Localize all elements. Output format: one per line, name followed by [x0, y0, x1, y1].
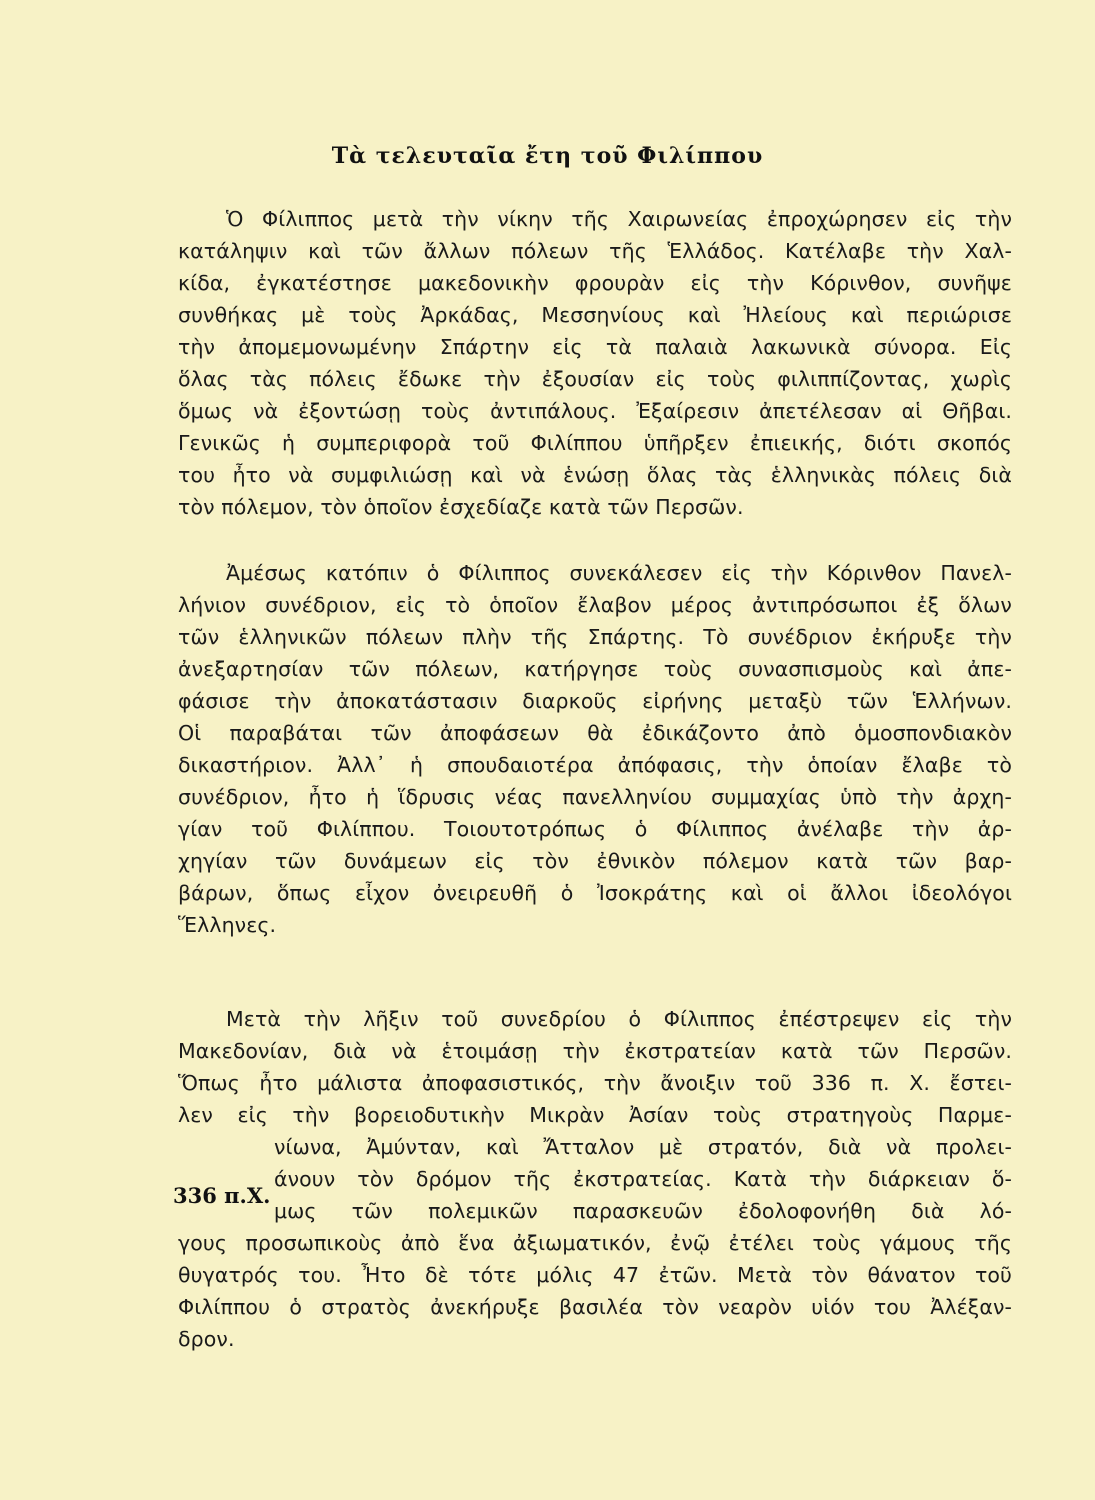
text-line: άνουν τὸν δρόμον τῆς ἐκστρατείας. Κατὰ τὴν διάρκειαν ὅ-: [274, 1167, 1012, 1191]
text-line: λήνιον συνέδριον, εἰς τὸ ὁποῖον ἔλαβον μέρος ἀντιπρόσωποι ἐξ ὅλων: [178, 593, 1012, 617]
text-line: Ὅπως ἦτο μάλιστα ἀποφασιστικός, τὴν ἄνοιξιν τοῦ 336 π. Χ. ἔστει-: [178, 1071, 1012, 1095]
text-line: γίαν τοῦ Φιλίππου. Τοιουτοτρόπως ὁ Φίλιππος ἀνέλαβε τὴν ἀρ-: [178, 817, 1012, 841]
text-line: ὅλας τὰς πόλεις ἔδωκε τὴν ἐξουσίαν εἰς τοὺς φιλιππίζοντας, χωρὶς: [178, 367, 1012, 391]
page-title: Τὰ τελευταῖα ἔτη τοῦ Φιλίππου: [331, 143, 764, 169]
text-line: Μακεδονίαν, διὰ νὰ ἑτοιμάσῃ τὴν ἐκστρατείαν κατὰ τῶν Περσῶν.: [178, 1039, 1012, 1063]
text-line: μως τῶν πολεμικῶν παρασκευῶν ἐδολοφονήθη διὰ λό-: [274, 1199, 1012, 1223]
text-line: βάρων, ὅπως εἶχον ὀνειρευθῆ ὁ Ἰσοκράτης καὶ οἱ ἄλλοι ἰδεολόγοι: [178, 881, 1012, 905]
text-line: λεν εἰς τὴν βορειοδυτικὴν Μικρὰν Ἀσίαν τοὺς στρατηγοὺς Παρμε-: [178, 1103, 1012, 1127]
paragraph-2: [178, 557, 1012, 941]
text-line: γους προσωπικοὺς ἀπὸ ἕνα ἀξιωματικόν, ἐνῷ ἐτέλει τοὺς γάμους τῆς: [178, 1231, 1012, 1255]
text-line: ἀνεξαρτησίαν τῶν πόλεων, κατήργησε τοὺς συνασπισμοὺς καὶ ἀπε-: [178, 657, 1012, 681]
text-line: χηγίαν τῶν δυνάμεων εἰς τὸν ἐθνικὸν πόλεμον κατὰ τῶν βαρ-: [178, 849, 1012, 873]
text-line: συνέδριον, ἦτο ἡ ἵδρυσις νέας πανελληνίου συμμαχίας ὑπὸ τὴν ἀρχη-: [178, 785, 1012, 809]
text-line: Γενικῶς ἡ συμπεριφορὰ τοῦ Φιλίππου ὑπῆρξεν ἐπιεικής, διότι σκοπός: [178, 431, 1012, 455]
text-line: κατάληψιν καὶ τῶν ἄλλων πόλεων τῆς Ἑλλάδος. Κατέλαβε τὴν Χαλ-: [178, 239, 1012, 263]
text-line: Ἕλληνες.: [178, 913, 277, 937]
text-line: τῶν ἑλληνικῶν πόλεων πλὴν τῆς Σπάρτης. Τὸ συνέδριον ἐκήρυξε τὴν: [178, 625, 1012, 649]
text-line: νίωνα, Ἀμύνταν, καὶ Ἄτταλον μὲ στρατόν, διὰ νὰ προλει-: [274, 1135, 1012, 1159]
text-line: ὅμως νὰ ἐξοντώσῃ τοὺς ἀντιπάλους. Ἐξαίρεσιν ἀπετέλεσαν αἱ Θῆβαι.: [178, 399, 1012, 423]
text-line: τὸν πόλεμον, τὸν ὁποῖον ἐσχεδίαζε κατὰ τῶν Περσῶν.: [178, 495, 744, 519]
text-line: Ὁ Φίλιππος μετὰ τὴν νίκην τῆς Χαιρωνείας ἐπροχώρησεν εἰς τὴν: [226, 207, 1012, 231]
text-line: Ἀμέσως κατόπιν ὁ Φίλιππος συνεκάλεσεν εἰς τὴν Κόρινθον Πανελ-: [226, 561, 1012, 585]
text-line: δικαστήριον. Ἀλλ᾽ ἡ σπουδαιοτέρα ἀπόφασις, τὴν ὁποίαν ἔλαβε τὸ: [178, 753, 1012, 777]
text-line: τὴν ἀπομεμονωμένην Σπάρτην εἰς τὰ παλαιὰ λακωνικὰ σύνορα. Εἰς: [178, 335, 1012, 359]
text-line: του ἦτο νὰ συμφιλιώσῃ καὶ νὰ ἑνώσῃ ὅλας τὰς ἑλληνικὰς πόλεις διὰ: [178, 463, 1012, 487]
paragraph-3: [178, 1003, 1012, 1355]
text-line: συνθήκας μὲ τοὺς Ἀρκάδας, Μεσσηνίους καὶ Ἠλείους καὶ περιώρισε: [178, 303, 1012, 327]
text-line: Μετὰ τὴν λῆξιν τοῦ συνεδρίου ὁ Φίλιππος ἐπέστρεψεν εἰς τὴν: [226, 1007, 1012, 1031]
paragraph-1: [178, 203, 1012, 523]
text-line: Φιλίππου ὁ στρατὸς ἀνεκήρυξε βασιλέα τὸν νεαρὸν υἱόν του Ἀλέξαν-: [178, 1295, 1012, 1319]
margin-date-note: 336 π.Χ.: [173, 1183, 271, 1208]
text-line: φάσισε τὴν ἀποκατάστασιν διαρκοῦς εἰρήνης μεταξὺ τῶν Ἑλλήνων.: [178, 689, 1012, 713]
text-line: Οἱ παραβάται τῶν ἀποφάσεων θὰ ἐδικάζοντο ἀπὸ ὁμοσπονδιακὸν: [178, 721, 1012, 745]
text-line: δρον.: [178, 1327, 235, 1351]
text-line: κίδα, ἐγκατέστησε μακεδονικὴν φρουρὰν εἰς τὴν Κόρινθον, συνῆψε: [178, 271, 1012, 295]
text-line: θυγατρός του. Ἦτο δὲ τότε μόλις 47 ἐτῶν. Μετὰ τὸν θάνατον τοῦ: [178, 1263, 1012, 1287]
